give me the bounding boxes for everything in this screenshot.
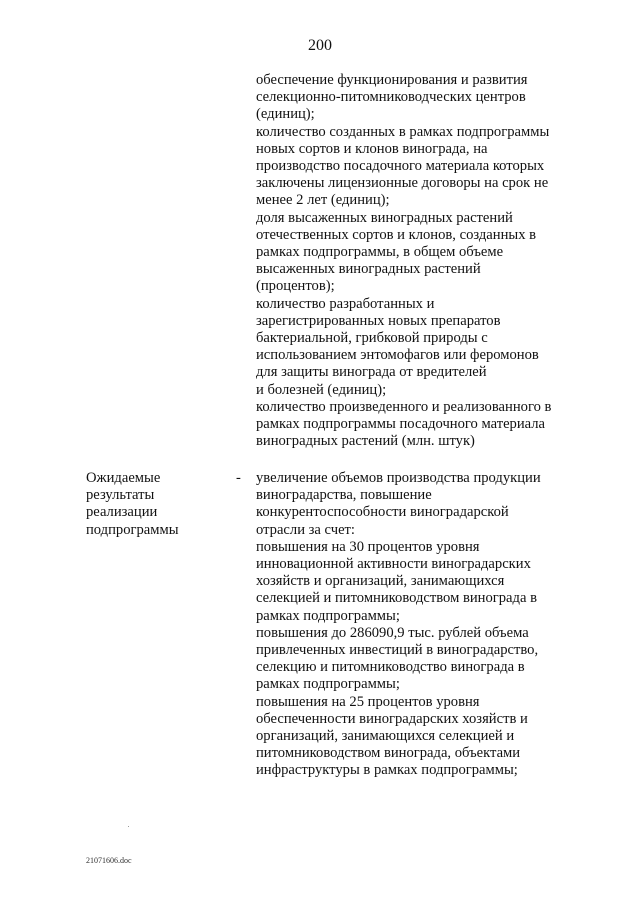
expected-results-text-block: [256, 470, 576, 780]
text-line: рамках подпрограммы;: [256, 607, 400, 624]
text-line: обеспеченности виноградарских хозяйств и: [256, 710, 528, 727]
footer-filename: 21071606.doc: [86, 856, 132, 865]
text-line: организаций, занимающихся селекцией и: [256, 728, 515, 745]
text-line: повышения на 25 процентов уровня: [256, 693, 480, 710]
text-line: количество созданных в рамках подпрограммы: [256, 123, 550, 140]
text-line: менее 2 лет (единиц);: [256, 192, 390, 209]
text-line: повышения до 286090,9 тыс. рублей объема: [256, 624, 529, 641]
text-line: отрасли за счет:: [256, 521, 355, 538]
label-line: Ожидаемые: [86, 470, 161, 486]
text-line: количество произведенного и реализованного в: [256, 398, 552, 415]
indicators-text-block: [256, 72, 576, 450]
text-line: инфраструктуры в рамках подпрограммы;: [256, 762, 518, 779]
text-line: высаженных виноградных растений: [256, 261, 481, 278]
text-line: виноградных растений (млн. штук): [256, 433, 475, 450]
text-line: рамках подпрограммы посадочного материала: [256, 416, 546, 433]
text-line: рамках подпрограммы;: [256, 676, 400, 693]
text-line: отечественных сортов и клонов, созданных в: [256, 226, 537, 243]
text-line: обеспечение функционирования и развития: [256, 72, 528, 88]
text-line: производство посадочного материала которых: [256, 158, 545, 175]
text-line: количество разработанных и: [256, 295, 435, 312]
expected-results-label: [86, 470, 226, 539]
text-line: (единиц);: [256, 106, 315, 123]
text-line: селекционно-питомниководческих центров: [256, 89, 526, 106]
label-line: реализации: [86, 504, 158, 521]
text-line: новых сортов и клонов винограда, на: [256, 140, 488, 157]
text-line: питомниководством винограда, объектами: [256, 745, 521, 762]
text-line: повышения на 30 процентов уровня: [256, 538, 480, 555]
page-number: 200: [308, 37, 332, 54]
text-line: инновационной активности виноградарских: [256, 556, 531, 573]
text-line: хозяйств и организаций, занимающихся: [256, 573, 505, 590]
text-line: заключены лицензионные договоры на срок не: [256, 175, 549, 192]
text-line: селекцией и питомниководством винограда в: [256, 590, 537, 607]
text-line: конкурентоспособности виноградарской: [256, 504, 509, 521]
text-line: использованием энтомофагов или феромонов: [256, 347, 539, 364]
text-line: и болезней (единиц);: [256, 381, 387, 398]
text-line: бактериальной, грибковой природы с: [256, 330, 488, 347]
text-line: виноградарства, повышение: [256, 487, 432, 504]
scan-speck: [128, 826, 129, 827]
text-line: (процентов);: [256, 278, 335, 295]
text-line: доля высаженных виноградных растений: [256, 209, 513, 226]
text-line: селекцию и питомниководство винограда в: [256, 659, 525, 676]
text-line: увеличение объемов производства продукции: [256, 470, 541, 486]
text-line: рамках подпрограммы, в общем объеме: [256, 244, 504, 261]
label-line: подпрограммы: [86, 521, 179, 538]
label-dash: -: [236, 470, 241, 486]
text-line: привлеченных инвестиций в виноградарство,: [256, 642, 539, 659]
label-line: результаты: [86, 487, 155, 504]
text-line: для защиты винограда от вредителей: [256, 364, 487, 381]
text-line: зарегистрированных новых препаратов: [256, 312, 501, 329]
